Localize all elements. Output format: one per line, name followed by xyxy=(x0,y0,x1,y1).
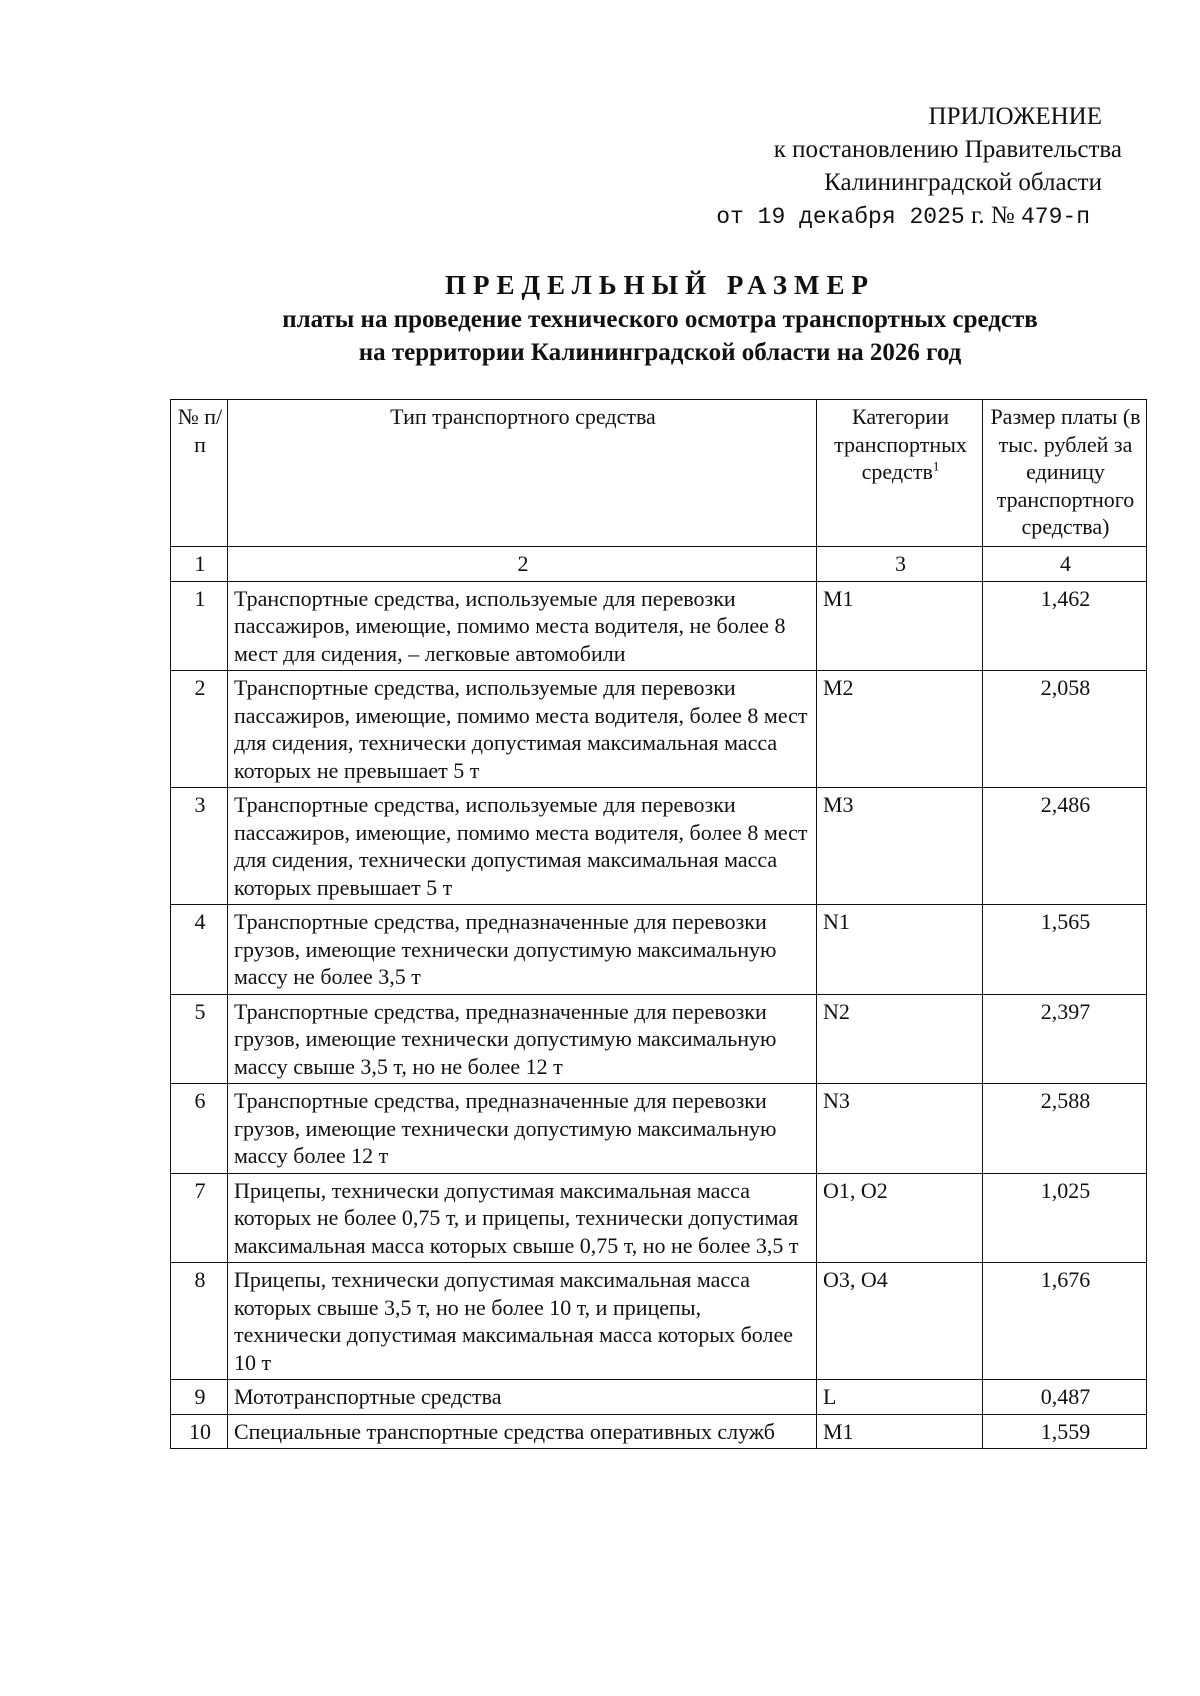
column-number: 2 xyxy=(228,547,817,582)
row-number: 4 xyxy=(171,905,228,995)
row-fee: 1,462 xyxy=(983,581,1147,671)
column-number: 1 xyxy=(171,547,228,582)
appendix-number: 479-п xyxy=(1020,204,1090,230)
appendix-header xyxy=(562,100,1122,234)
row-category: M2 xyxy=(817,671,983,788)
table-row xyxy=(171,671,1147,788)
row-category: O3, O4 xyxy=(817,1263,983,1380)
table-header-row xyxy=(171,400,1147,547)
appendix-date-number xyxy=(562,199,1122,234)
header-vehicle-type: Тип транспортного средства xyxy=(228,400,817,547)
row-number: 1 xyxy=(171,581,228,671)
row-number: 9 xyxy=(171,1380,228,1415)
header-number: № п/п xyxy=(171,400,228,547)
row-fee: 2,486 xyxy=(983,788,1147,905)
row-category: N1 xyxy=(817,905,983,995)
table-row xyxy=(171,905,1147,995)
row-number: 10 xyxy=(171,1414,228,1449)
row-vehicle-type: Прицепы, технически допустимая максимальная масса которых свыше 3,5 т, но не более 10 т, и прицепы, технически допустимая максимальная масса которых более 10 т xyxy=(228,1263,817,1380)
table-row xyxy=(171,1380,1147,1415)
header-fee: Размер платы (в тыс. рублей за единицу транспортного средства) xyxy=(983,400,1147,547)
row-vehicle-type: Транспортные средства, используемые для перевозки пассажиров, имеющие, помимо места водителя, более 8 мест для сидения, технически допустимая максимальная масса которых превышает 5 т xyxy=(228,788,817,905)
appendix-region: Калининградской области xyxy=(824,169,1102,196)
footnote-marker: 1 xyxy=(932,458,940,474)
row-fee: 0,487 xyxy=(983,1380,1147,1415)
row-fee: 2,397 xyxy=(983,994,1147,1084)
table-row xyxy=(171,581,1147,671)
title-subtitle-2: на территории Калининградской области на 2026 год xyxy=(358,339,962,366)
row-number: 7 xyxy=(171,1173,228,1263)
header-category-text: Категории транспортных средств xyxy=(834,404,967,484)
row-number: 6 xyxy=(171,1084,228,1174)
table-row xyxy=(171,1263,1147,1380)
appendix-date: от 19 декабря 2025 xyxy=(716,204,965,230)
row-vehicle-type: Транспортные средства, используемые для перевозки пассажиров, имеющие, помимо места водителя, более 8 мест для сидения, технически допустимая максимальная масса которых не превышает 5 т xyxy=(228,671,817,788)
row-category: N2 xyxy=(817,994,983,1084)
row-vehicle-type: Транспортные средства, используемые для перевозки пассажиров, имеющие, помимо места водителя, не более 8 мест для сидения, – легковые автомобили xyxy=(228,581,817,671)
table-row xyxy=(171,788,1147,905)
row-category: N3 xyxy=(817,1084,983,1174)
row-fee: 2,588 xyxy=(983,1084,1147,1174)
row-vehicle-type: Прицепы, технически допустимая максимальная масса которых не более 0,75 т, и прицепы, технически допустимая максимальная масса которых свыше 0,75 т, но не более 3,5 т xyxy=(228,1173,817,1263)
row-fee: 2,058 xyxy=(983,671,1147,788)
table-row xyxy=(171,994,1147,1084)
table-row xyxy=(171,1084,1147,1174)
row-number: 2 xyxy=(171,671,228,788)
table-row xyxy=(171,1414,1147,1449)
fee-table xyxy=(170,399,1147,1449)
row-vehicle-type: Специальные транспортные средства оперативных служб xyxy=(228,1414,817,1449)
appendix-resolution: к постановлению Правительства xyxy=(773,136,1122,163)
title-main: ПРЕДЕЛЬНЫЙ РАЗМЕР xyxy=(444,270,876,300)
appendix-label: ПРИЛОЖЕНИЕ xyxy=(928,103,1102,130)
row-category: M3 xyxy=(817,788,983,905)
row-vehicle-type: Транспортные средства, предназначенные для перевозки грузов, имеющие технически допустимую максимальную массу более 12 т xyxy=(228,1084,817,1174)
row-number: 3 xyxy=(171,788,228,905)
row-fee: 1,676 xyxy=(983,1263,1147,1380)
column-number: 4 xyxy=(983,547,1147,582)
table-row xyxy=(171,1173,1147,1263)
row-category: O1, O2 xyxy=(817,1173,983,1263)
document-title xyxy=(130,267,1190,369)
column-number: 3 xyxy=(817,547,983,582)
row-number: 8 xyxy=(171,1263,228,1380)
row-vehicle-type: Транспортные средства, предназначенные для перевозки грузов, имеющие технически допустимую максимальную массу не более 3,5 т xyxy=(228,905,817,995)
row-vehicle-type: Мототранспортные средства xyxy=(228,1380,817,1415)
row-category: L xyxy=(817,1380,983,1415)
row-fee: 1,025 xyxy=(983,1173,1147,1263)
title-subtitle-1: платы на проведение технического осмотра транспортных средств xyxy=(282,306,1038,333)
row-vehicle-type: Транспортные средства, предназначенные для перевозки грузов, имеющие технически допустимую максимальную массу свыше 3,5 т, но не более 12 т xyxy=(228,994,817,1084)
row-category: M1 xyxy=(817,1414,983,1449)
header-category xyxy=(817,400,983,547)
row-fee: 1,565 xyxy=(983,905,1147,995)
row-number: 5 xyxy=(171,994,228,1084)
column-number-row xyxy=(171,547,1147,582)
appendix-number-label: г. № xyxy=(964,202,1021,229)
row-fee: 1,559 xyxy=(983,1414,1147,1449)
row-category: M1 xyxy=(817,581,983,671)
